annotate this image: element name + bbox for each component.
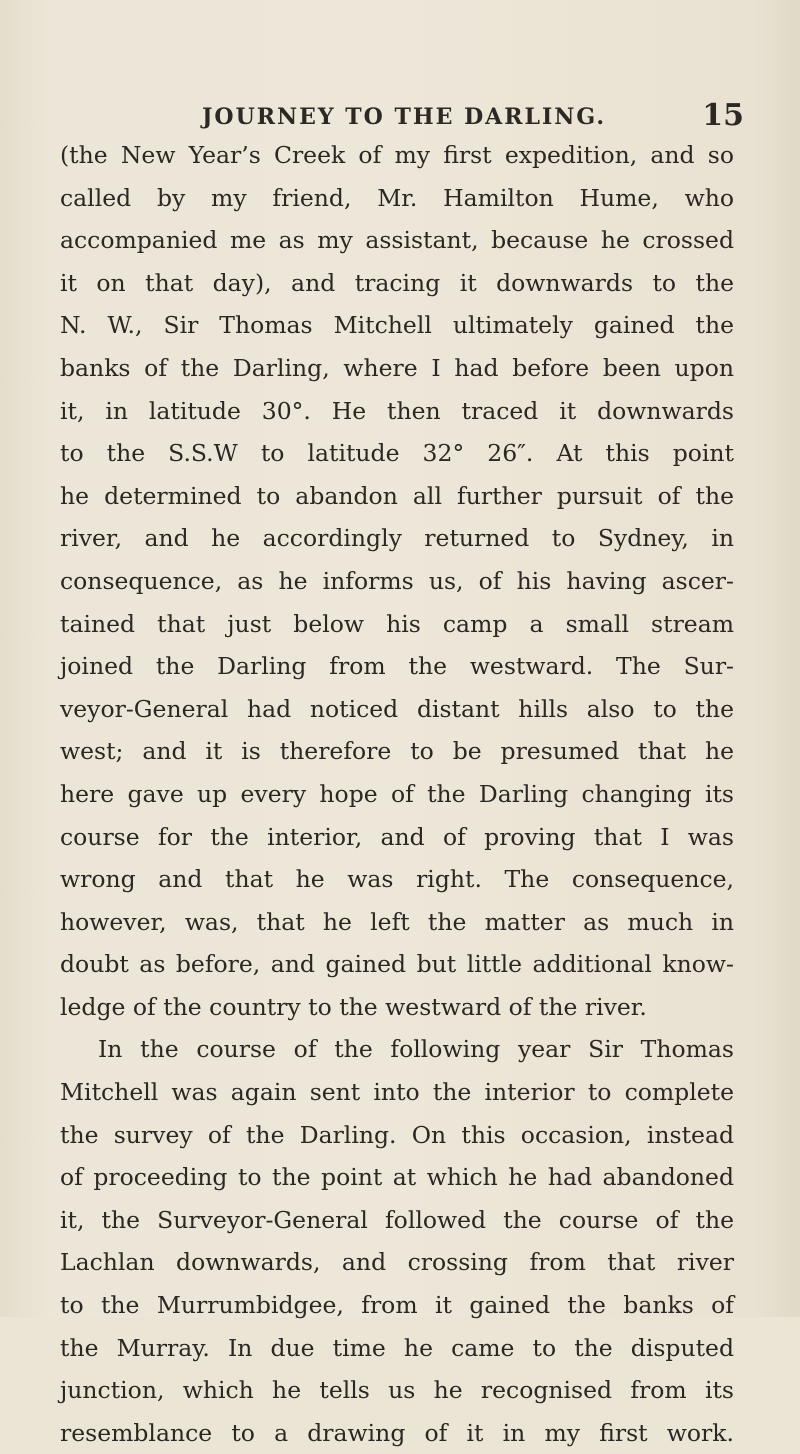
text-line: the Murray. In due time he came to the disputed bbox=[60, 1333, 734, 1362]
text-line: here gave up every hope of the Darling changing its bbox=[60, 779, 734, 808]
paragraph-start-line: In the course of the following year Sir Thomas bbox=[98, 1035, 734, 1064]
text-line: wrong and that he was right. The consequence, bbox=[60, 865, 734, 894]
text-line: resemblance to a drawing of it in my first work. bbox=[60, 1418, 734, 1447]
text-line: banks of the Darling, where I had before been upon bbox=[60, 353, 734, 382]
text-line: to the S.S.W to latitude 32° 26″. At this point bbox=[60, 439, 734, 468]
text-line: it on that day), and tracing it downwards to the bbox=[60, 268, 734, 297]
text-line: doubt as before, and gained but little additional know- bbox=[60, 950, 734, 979]
page-number: 15 bbox=[702, 98, 744, 133]
text-line: the survey of the Darling. On this occasion, instead bbox=[60, 1120, 734, 1149]
text-line: of proceeding to the point at which he had abandoned bbox=[60, 1163, 734, 1192]
text-line: Mitchell was again sent into the interior to complete bbox=[60, 1078, 734, 1107]
text-line: accompanied me as my assistant, because he crossed bbox=[60, 226, 734, 255]
text-line: tained that just below his camp a small stream bbox=[60, 609, 734, 638]
paragraph-end-line: ledge of the country to the westward of the river. bbox=[60, 992, 647, 1021]
text-line: course for the interior, and of proving that I was bbox=[60, 822, 734, 851]
text-line: he determined to abandon all further pursuit of the bbox=[60, 481, 734, 510]
text-line: called by my friend, Mr. Hamilton Hume, who bbox=[60, 183, 734, 212]
text-line: river, and he accordingly returned to Sydney, in bbox=[60, 524, 734, 553]
text-line: junction, which he tells us he recognised from its bbox=[60, 1376, 734, 1405]
running-title: JOURNEY TO THE DARLING. bbox=[202, 104, 607, 130]
text-line: Lachlan downwards, and crossing from that river bbox=[60, 1248, 734, 1277]
text-line: N. W., Sir Thomas Mitchell ultimately gained the bbox=[60, 311, 734, 340]
text-line: consequence, as he informs us, of his having ascer- bbox=[60, 566, 734, 595]
body-text bbox=[60, 134, 734, 1454]
text-line: veyor-General had noticed distant hills also to the bbox=[60, 694, 734, 723]
text-line: it, in latitude 30°. He then traced it downwards bbox=[60, 396, 734, 425]
text-line: to the Murrumbidgee, from it gained the banks of bbox=[60, 1291, 734, 1320]
text-line: (the New Year’s Creek of my first expedition, and so bbox=[60, 141, 734, 169]
text-line: however, was, that he left the matter as much in bbox=[60, 907, 734, 936]
text-line: it, the Surveyor-General followed the course of the bbox=[60, 1205, 734, 1234]
text-line: west; and it is therefore to be presumed that he bbox=[60, 737, 734, 766]
text-line: joined the Darling from the westward. The Sur- bbox=[60, 652, 734, 681]
